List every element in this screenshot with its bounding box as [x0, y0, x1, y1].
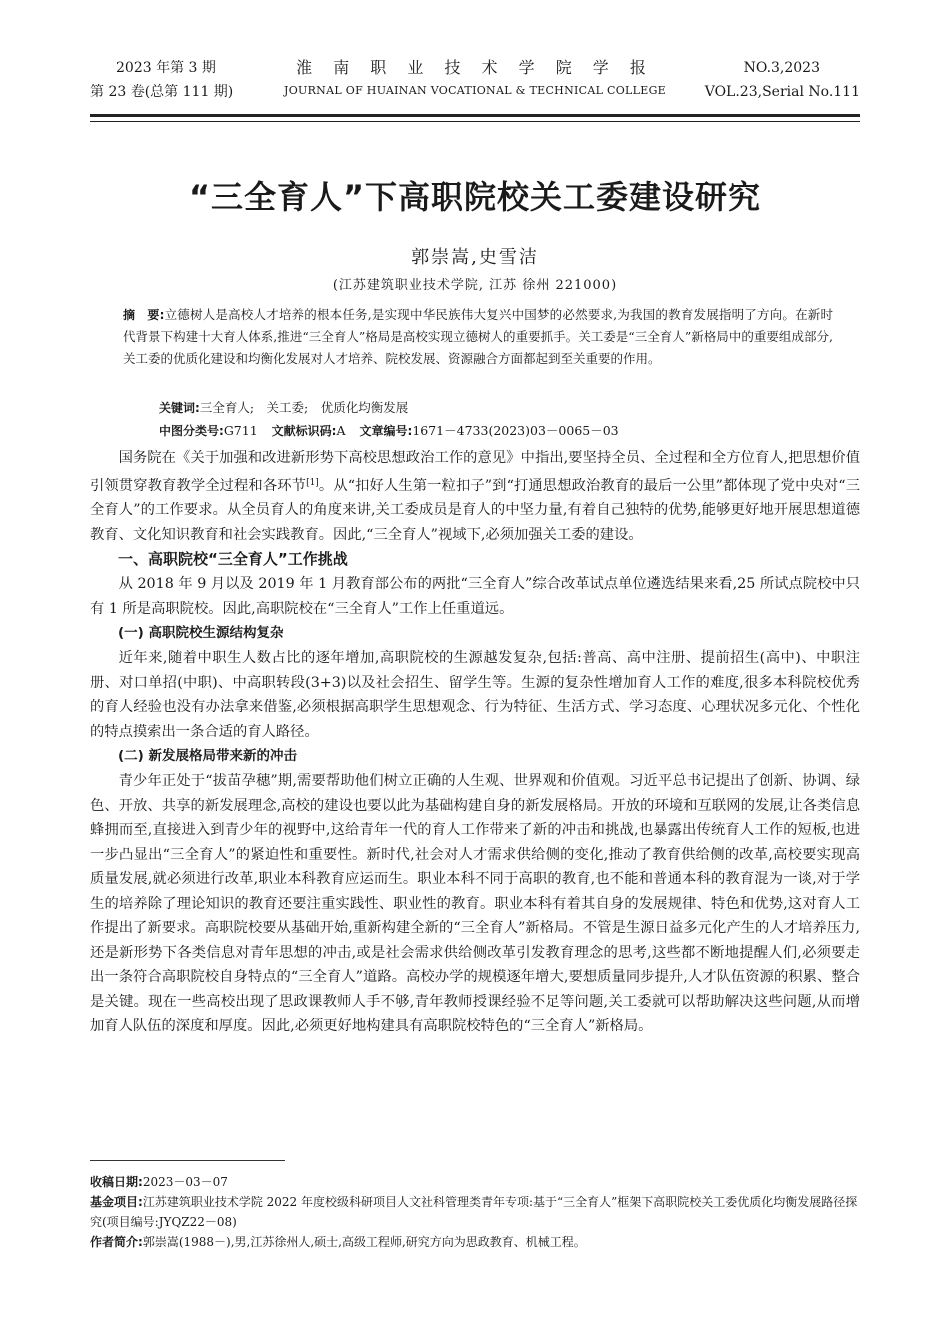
- volume-en: VOL.23,Serial No.111: [704, 84, 860, 100]
- author-bio-text: 郭崇嵩(1988－),男,江苏徐州人,硕士,高级工程师,研究方向为思政教育、机械工程。: [142, 1235, 586, 1249]
- citation-ref[interactable]: [1]: [306, 477, 319, 488]
- abstract: [123, 304, 833, 370]
- author-bio-label: 作者简介:: [90, 1235, 143, 1249]
- classification-line: [159, 421, 619, 441]
- paragraph-intro: [90, 446, 860, 547]
- footnote-fund: [90, 1192, 860, 1232]
- doc-code-value: A: [336, 423, 346, 438]
- subsection-heading-1: (一) 高职院校生源结构复杂: [118, 625, 284, 641]
- article-number-value: 1671－4733(2023)03－0065－03: [412, 423, 619, 438]
- journal-name-en: JOURNAL OF HUAINAN VOCATIONAL & TECHNICAL COLLEGE: [284, 84, 666, 97]
- author-affiliation: (江苏建筑职业技术学院, 江苏 徐州 221000): [332, 278, 618, 293]
- keywords: [159, 398, 408, 418]
- footnote-author: [90, 1232, 860, 1252]
- abstract-label: 摘 要:: [123, 308, 165, 322]
- paragraph-intro-b: 。从“扣好人生第一粒扣子”到“打通思想政治教育的最后一公里”都体现了党中央对“三全育人”的工作要求。从全员育人的角度来讲,关工委成员是育人的中坚力量,有着自己独特的优势,能够更好地开展思想道德教育、文化知识教育和社会实践教育。因此,“三全育人”视域下,必须加强关工委的建设。: [90, 477, 861, 543]
- clc-label: 中图分类号:: [159, 424, 224, 438]
- fund-text: 江苏建筑职业技术学院 2022 年度校级科研项目人文社科管理类青年专项:基于“三全育人”框架下高职院校关工委优质化均衡发展路径探究(项目编号:JYQZ22－08): [90, 1195, 858, 1229]
- paragraph-intro-a: 国务院在《关于加强和改进新形势下高校思想政治工作的意见》中指出,要坚持全员、全过程和全方位育人,把思想价值引领贯穿教育教学全过程和各环节: [90, 450, 860, 494]
- article-authors: 郭崇嵩,史雪洁: [411, 247, 539, 268]
- issue-cn: 2023 年第 3 期: [116, 60, 216, 76]
- clc-value: G711: [223, 423, 258, 438]
- volume-cn: 第 23 卷(总第 111 期): [90, 84, 234, 100]
- paragraph-section1: 从 2018 年 9 月以及 2019 年 1 月教育部公布的两批“三全育人”综合改革试点单位遴选结果来看,25 所试点院校中只有 1 所是高职院校。因此,高职院校在“三全育人”工作上任重道远。: [90, 576, 860, 617]
- running-header: [90, 56, 860, 106]
- footnote-received: [90, 1172, 860, 1192]
- paragraph-subsection2: 青少年正处于“拔苗孕穗”期,需要帮助他们树立正确的人生观、世界观和价值观。习近平总书记提出了创新、协调、绿色、开放、共享的新发展理念,高校的建设也要以此为基础构建自身的新发展格局。开放的环境和互联网的发展,让各类信息蜂拥而至,直接进入到青少年的视野中,这给青年一代的育人工作带来了新的冲击和挑战,也暴露出传统育人工作的短板,也进一步凸显出“三全育人”的紧迫性和重要性。新时代,社会对人才需求供给侧的变化,推动了教育供给侧的改革,高校要实现高质量发展,就必须进行改革,职业本科教育应运而生。职业本科不同于高职的教育,也不能和普通本科的教育混为一谈,对于学生的培养除了理论知识的教育还要注重实践性、职业性的教育。职业本科有着其自身的发展规律、特色和优势,这对育人工作提出了新要求。高职院校要从基础开始,重新构建全新的“三全育人”新格局。不管是生源日益多元化产生的人才培养压力,还是新形势下各类信息对青年思想的冲击,或是社会需求供给侧改革引发教育理念的思考,这些都不断地提醒人们,必须要走出一条符合高职院校自身特点的“三全育人”道路。高校办学的规模逐年增大,要想质量同步提升,人才队伍资源的积累、整合是关键。现在一些高校出现了思政课教师人手不够,青年教师授课经验不足等问题,关工委就可以帮助解决这些问题,从而增加育人队伍的深度和厚度。因此,必须更好地构建具有高职院校特色的“三全育人”新格局。: [90, 773, 860, 1034]
- issue-en: NO.3,2023: [743, 60, 820, 76]
- keywords-label: 关键词:: [159, 401, 200, 415]
- header-right: [705, 56, 860, 104]
- subsection-heading-2: (二) 新发展格局带来新的冲击: [118, 748, 298, 764]
- footnotes: [90, 1172, 860, 1252]
- article-body: [90, 446, 860, 1039]
- article-number-label: 文章编号:: [359, 424, 413, 438]
- fund-label: 基金项目:: [90, 1195, 143, 1209]
- footnote-rule: [90, 1160, 285, 1161]
- header-rule-thick: [90, 114, 860, 117]
- journal-name-cn: 淮 南 职 业 技 术 学 院 学 报: [296, 58, 654, 77]
- header-center: [260, 56, 690, 102]
- header-left: [90, 56, 233, 104]
- section-heading-1: 一、高职院校“三全育人”工作挑战: [118, 550, 348, 568]
- article-title: “三全育人”下高职院校关工委建设研究: [188, 178, 762, 216]
- abstract-text: 立德树人是高校人才培养的根本任务,是实现中华民族伟大复兴中国梦的必然要求,为我国的教育发展指明了方向。在新时代背景下构建十大育人体系,推进“三全育人”格局是高校实现立德树人的重要抓手。关工委是“三全育人”新格局中的重要组成部分,关工委的优质化建设和均衡化发展对人才培养、院校发展、资源融合方面都起到至关重要的作用。: [123, 307, 833, 366]
- doc-code-label: 文献标识码:: [271, 424, 337, 438]
- received-label: 收稿日期:: [90, 1175, 143, 1189]
- paragraph-subsection1: 近年来,随着中职生人数占比的逐年增加,高职院校的生源越发复杂,包括:普高、高中注册、提前招生(高中)、中职注册、对口单招(中职)、中高职转段(3+3)以及社会招生、留学生等。生源的复杂性增加育人工作的难度,很多本科院校优秀的育人经验也没有办法拿来借鉴,必须根据高职学生思想观念、行为特征、生活方式、学习态度、心理状况多元化、个性化的特点摸索出一条合适的育人路径。: [90, 650, 860, 740]
- keywords-text: 三全育人; 关工委; 优质化均衡发展: [199, 400, 409, 415]
- header-rule-thin: [90, 121, 860, 122]
- received-date: 2023－03－07: [142, 1175, 228, 1189]
